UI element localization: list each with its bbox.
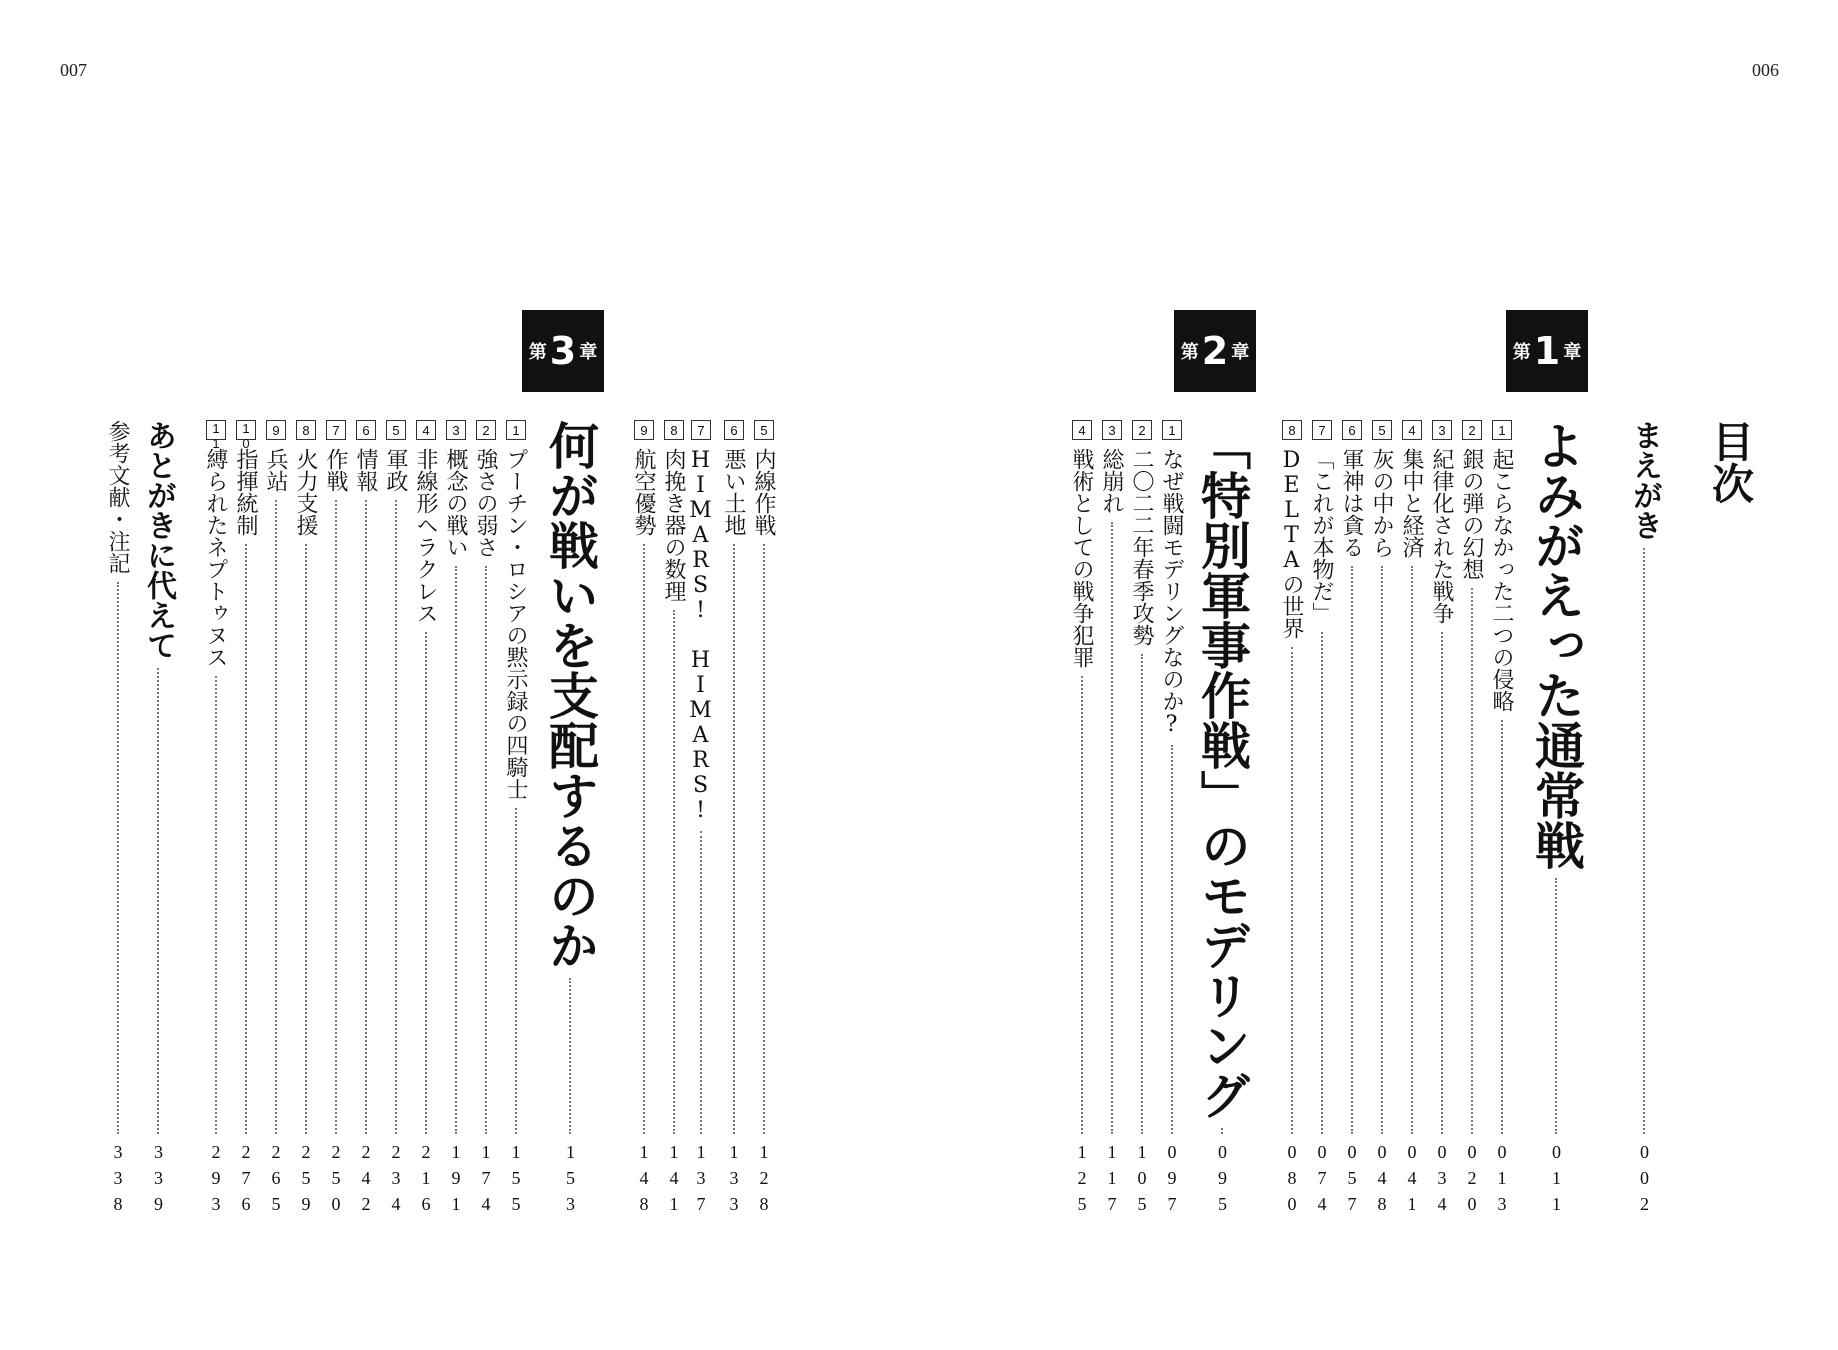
toc-entry[interactable]: 1 プーチン・ロシアの黙示録の四騎士 155 [500, 420, 531, 1220]
toc-entry[interactable]: 2 強さの弱さ 174 [470, 420, 501, 1220]
toc-entry[interactable]: 4 戦術としての戦争犯罪 125 [1066, 420, 1097, 1220]
toc-entry[interactable]: 4 集中と経済 041 [1396, 420, 1427, 1220]
toc-entry[interactable]: 8 火力支援 259 [290, 420, 321, 1220]
toc-entry[interactable]: 5 軍政 234 [380, 420, 411, 1220]
toc-entry-references[interactable]: 参考文献・注記 338 [105, 420, 130, 1220]
toc-entry[interactable]: 3 紀律化された戦争 034 [1426, 420, 1457, 1220]
toc-entry[interactable]: 4 非線形ヘラクレス 216 [410, 420, 441, 1220]
toc-entry[interactable]: 3 総崩れ 117 [1096, 420, 1127, 1220]
toc-entry[interactable]: 6 軍神は貪る 057 [1336, 420, 1367, 1220]
toc-entry-chapter-2[interactable]: 「特別軍事作戦」のモデリング 095 [1193, 420, 1251, 1220]
toc-entry[interactable]: 6 情報 242 [350, 420, 381, 1220]
page-number-left: 007 [60, 60, 87, 80]
chapter-3-box: 第 3 章 [522, 310, 604, 392]
toc-entry[interactable]: 7 HIMARS! HIMARS! 137 [688, 420, 713, 1220]
toc-entry[interactable]: 3 概念の戦い 191 [440, 420, 471, 1220]
toc-entry[interactable]: 5 灰の中から 048 [1366, 420, 1397, 1220]
toc-entry[interactable]: 7 作戦 250 [320, 420, 351, 1220]
chapter-2-box: 第 2 章 [1174, 310, 1256, 392]
toc-entry[interactable]: 2 二〇二二年春季攻勢 105 [1126, 420, 1157, 1220]
toc-entry-chapter-1[interactable]: よみがえった通常戦 011 [1527, 420, 1585, 1220]
toc-entry[interactable]: 9 航空優勢 148 [628, 420, 659, 1220]
toc-entry-preface[interactable]: まえがき 002 [1627, 420, 1662, 1220]
toc-title: 目次 [1706, 420, 1755, 504]
toc-entry[interactable]: 1 起こらなかった二つの侵略 013 [1486, 420, 1517, 1220]
toc-entry[interactable]: 6 悪い土地 133 [718, 420, 749, 1220]
toc-entry[interactable]: 8 肉挽き器の数理 141 [658, 420, 689, 1220]
toc-entry-chapter-3[interactable]: 何が戦いを支配するのか 153 [541, 420, 599, 1220]
toc-entry[interactable]: 7 「これが本物だ」 074 [1306, 420, 1337, 1220]
chapter-1-box: 第 1 章 [1506, 310, 1588, 392]
page-number-right: 006 [1752, 60, 1779, 80]
toc-entry[interactable]: 2 銀の弾の幻想 020 [1456, 420, 1487, 1220]
toc-entry[interactable]: 9 兵站 265 [260, 420, 291, 1220]
toc-entry[interactable]: 1 なぜ戦闘モデリングなのか? 097 [1156, 420, 1187, 1220]
toc-entry-afterword[interactable]: あとがきに代えて 339 [141, 420, 176, 1220]
toc-entry[interactable]: 8 DELTAの世界 080 [1276, 420, 1307, 1220]
toc-entry[interactable]: 11 縛られたネプトゥヌス 293 [203, 421, 228, 1220]
toc-entry[interactable]: 10 指揮統制 276 [233, 421, 258, 1220]
toc-entry[interactable]: 5 内線作戦 128 [748, 420, 779, 1220]
